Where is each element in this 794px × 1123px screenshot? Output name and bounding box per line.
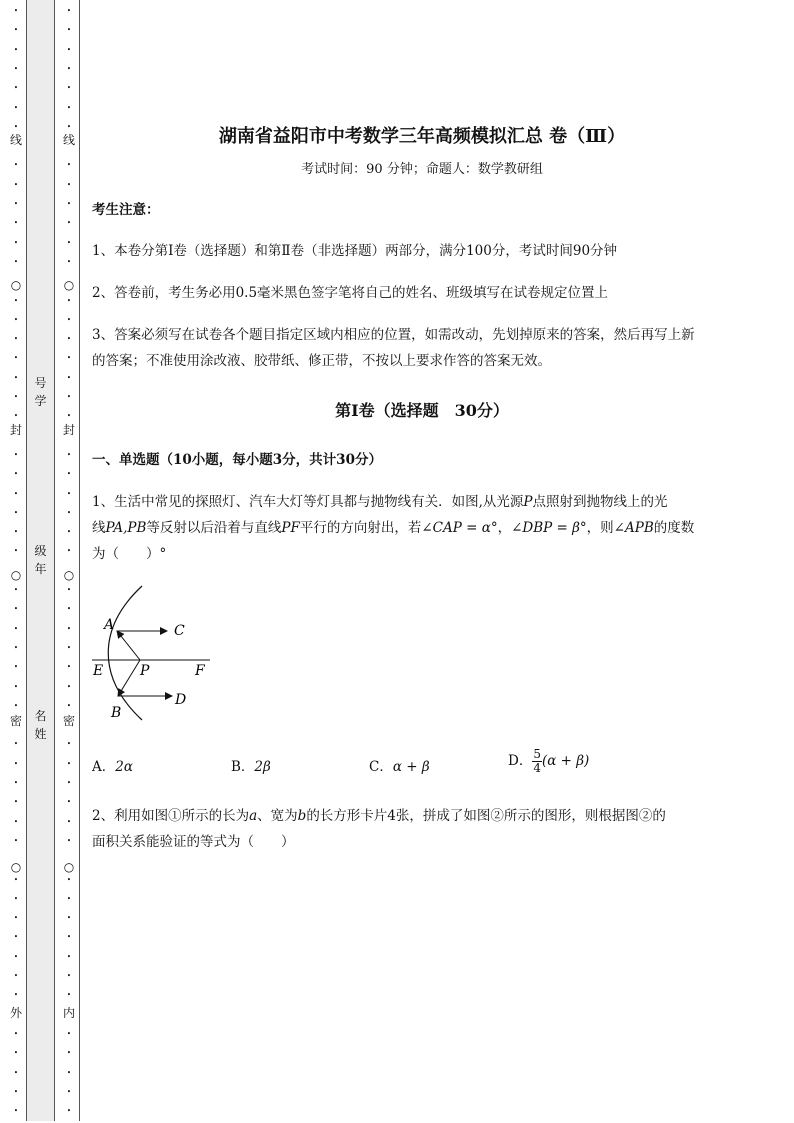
section-single-choice: 一、单选题（10小题，每小题3分，共计30分） xyxy=(92,452,382,468)
field-student-number: 号学 xyxy=(34,376,47,408)
margin-dot: • xyxy=(13,914,19,923)
field-name: 名姓 xyxy=(34,709,47,741)
margin-label-outer-4: 密 xyxy=(9,714,22,728)
margin-label-inner-6: 内 xyxy=(62,1006,75,1020)
margin-dot: • xyxy=(66,354,72,363)
margin-dot: • xyxy=(13,991,19,1000)
margin-dot: • xyxy=(13,1029,19,1038)
margin-dot: • xyxy=(13,759,19,768)
margin-dot: • xyxy=(66,1068,72,1077)
field-grade: 级年 xyxy=(34,544,47,576)
margin-dot: • xyxy=(66,200,72,208)
margin-dot: • xyxy=(13,373,19,382)
margin-dot: • xyxy=(13,1107,19,1116)
notice-item-2: 2、答卷前，考生务必用0.5毫米黑色签字笔将自己的姓名、班级填写在试卷规定位置上 xyxy=(92,285,609,301)
margin-dot: • xyxy=(66,7,72,15)
q2-line-1: 2、利用如图①所示的长为a、宽为b的长方形卡片4张，拼成了如图②所示的图形，则根据图②的 xyxy=(92,808,666,824)
margin-dot: • xyxy=(13,7,19,15)
margin-dot: • xyxy=(13,798,19,807)
q1-line-1: 1、生活中常见的探照灯、汽车大灯等灯具都与抛物线有关．如图,从光源P点照射到抛物线上的光 xyxy=(92,494,668,510)
margin-dot: • xyxy=(66,663,72,672)
margin-dot: • xyxy=(13,122,19,131)
margin-dot: • xyxy=(66,103,72,112)
margin-dot: • xyxy=(66,991,72,1000)
margin-dot: • xyxy=(66,450,72,459)
margin-dot: • xyxy=(66,952,72,961)
margin-dot: • xyxy=(13,972,19,980)
q1-option-d[interactable]: D． $\frac{5}{4}$ (α + β) xyxy=(508,747,590,775)
margin-dot: • xyxy=(66,26,72,35)
margin-dot: • xyxy=(13,528,19,537)
margin-dot: • xyxy=(66,933,72,942)
margin-dot: • xyxy=(66,759,72,768)
label-E: E xyxy=(93,663,104,679)
margin-dot: • xyxy=(13,643,19,652)
parabola-curve xyxy=(108,586,142,720)
margin-dot: • xyxy=(13,335,19,344)
margin-dot: • xyxy=(66,489,72,498)
notice-item-3-cont: 的答案；不准使用涂改液、胶带纸、修正带，不按以上要求作答的答案无效。 xyxy=(92,353,551,369)
label-C: C xyxy=(174,623,185,639)
margin-dot: • xyxy=(13,779,19,787)
margin-dot: • xyxy=(13,257,19,266)
margin-label-outer-3: ○ xyxy=(10,568,22,582)
margin-dot: • xyxy=(66,701,72,710)
notice-item-3: 3、答案必须写在试卷各个题目指定区域内相应的位置，如需改动，先划掉原来的答案，然后再写上新 xyxy=(92,327,695,343)
q1-option-c[interactable]: C．α + β xyxy=(369,759,430,775)
margin-dot: • xyxy=(13,219,19,228)
margin-dot: • xyxy=(66,64,72,73)
margin-dot: • xyxy=(66,914,72,923)
margin-dot: • xyxy=(13,875,19,884)
margin-dot: • xyxy=(13,624,19,633)
margin-dot: • xyxy=(13,393,19,401)
margin-dot: • xyxy=(66,180,72,189)
margin-dot: • xyxy=(66,836,72,845)
margin-dot: • xyxy=(13,412,19,421)
margin-label-inner-2: 封 xyxy=(62,423,75,437)
q1-option-b[interactable]: B．2β xyxy=(231,759,271,775)
margin-dot: • xyxy=(66,45,72,54)
margin-dot: • xyxy=(13,489,19,498)
margin-dot: • xyxy=(13,1068,19,1077)
q1-parabola-figure xyxy=(92,578,222,728)
margin-border-line xyxy=(79,0,80,1121)
margin-dot: • xyxy=(13,296,19,305)
margin-dot: • xyxy=(13,663,19,672)
margin-dot: • xyxy=(66,335,72,344)
ray-PB xyxy=(118,660,140,696)
q1-line-3: 为（ ）° xyxy=(92,546,167,562)
exam-title: 湖南省益阳市中考数学三年高频模拟汇总 卷（Ⅲ） xyxy=(218,126,626,147)
margin-dot: • xyxy=(66,740,72,749)
margin-dot: • xyxy=(66,84,72,93)
margin-dot: • xyxy=(13,161,19,170)
margin-dot: • xyxy=(66,682,72,691)
margin-dot: • xyxy=(66,315,72,324)
margin-dot: • xyxy=(66,373,72,382)
margin-dot: • xyxy=(66,817,72,826)
margin-dot: • xyxy=(13,180,19,189)
margin-dot: • xyxy=(13,605,19,614)
margin-dot: • xyxy=(13,354,19,363)
q1-line-2: 线PA,PB等反射以后沿着与直线PF平行的方向射出，若∠CAP = α°，∠DBP = β°，则∠APB的度数 xyxy=(92,520,695,536)
margin-dot: • xyxy=(66,643,72,652)
margin-dot: • xyxy=(66,894,72,903)
margin-dot: • xyxy=(66,393,72,401)
margin-dot: • xyxy=(13,64,19,73)
margin-dot: • xyxy=(66,412,72,421)
margin-dot: • xyxy=(66,779,72,787)
outer-dotted-line xyxy=(9,0,23,1123)
margin-dot: • xyxy=(13,315,19,324)
margin-dot: • xyxy=(66,122,72,131)
margin-label-inner-3: ○ xyxy=(63,568,75,582)
margin-label-inner-5: ○ xyxy=(63,860,75,874)
margin-dot: • xyxy=(66,605,72,614)
margin-label-outer-0: 线 xyxy=(9,133,22,147)
label-D: D xyxy=(175,692,187,708)
margin-label-outer-6: 外 xyxy=(9,1006,22,1020)
margin-dot: • xyxy=(66,1049,72,1058)
margin-dot: • xyxy=(13,26,19,35)
exam-subtitle: 考试时间：90 分钟；命题人：数学教研组 xyxy=(301,162,543,177)
margin-dot: • xyxy=(66,470,72,479)
margin-label-outer-5: ○ xyxy=(10,860,22,874)
ray-PA xyxy=(117,631,140,660)
q1-option-a[interactable]: A．2α xyxy=(92,759,133,775)
student-info-strip xyxy=(26,0,55,1121)
margin-dot: • xyxy=(13,450,19,459)
margin-dot: • xyxy=(13,200,19,208)
label-F: F xyxy=(195,663,205,679)
margin-dot: • xyxy=(13,740,19,749)
margin-dot: • xyxy=(66,161,72,170)
margin-dot: • xyxy=(13,701,19,710)
label-P: P xyxy=(140,663,150,679)
margin-dot: • xyxy=(13,238,19,247)
margin-dot: • xyxy=(13,103,19,112)
margin-dot: • xyxy=(66,238,72,247)
margin-dot: • xyxy=(13,45,19,54)
notice-heading: 考生注意： xyxy=(92,202,160,218)
margin-dot: • xyxy=(13,470,19,479)
margin-dot: • xyxy=(13,682,19,691)
margin-label-outer-1: ○ xyxy=(10,278,22,292)
margin-dot: • xyxy=(66,1029,72,1038)
margin-dot: • xyxy=(13,84,19,93)
margin-dot: • xyxy=(66,972,72,980)
margin-dot: • xyxy=(13,836,19,845)
margin-dot: • xyxy=(66,1107,72,1116)
margin-label-inner-4: 密 xyxy=(62,714,75,728)
q2-line-2: 面积关系能验证的等式为（ ） xyxy=(92,834,295,850)
margin-dot: • xyxy=(13,933,19,942)
margin-dot: • xyxy=(66,528,72,537)
margin-dot: • xyxy=(66,875,72,884)
margin-label-inner-1: ○ xyxy=(63,278,75,292)
margin-dot: • xyxy=(66,508,72,517)
margin-dot: • xyxy=(13,508,19,517)
notice-item-1: 1、本卷分第Ⅰ卷（选择题）和第Ⅱ卷（非选择题）两部分，满分100分，考试时间90分钟 xyxy=(92,243,618,259)
margin-dot: • xyxy=(13,586,19,594)
margin-dot: • xyxy=(66,1087,72,1096)
margin-dot: • xyxy=(66,547,72,556)
margin-dot: • xyxy=(66,586,72,594)
margin-dot: • xyxy=(13,952,19,961)
label-A: A xyxy=(104,617,115,633)
margin-label-inner-0: 线 xyxy=(62,133,75,147)
margin-dot: • xyxy=(13,547,19,556)
margin-dot: • xyxy=(13,894,19,903)
inner-dotted-line xyxy=(62,0,76,1123)
margin-dot: • xyxy=(66,257,72,266)
margin-dot: • xyxy=(66,219,72,228)
margin-dot: • xyxy=(13,817,19,826)
margin-dot: • xyxy=(66,624,72,633)
margin-dot: • xyxy=(13,1087,19,1096)
margin-dot: • xyxy=(13,1049,19,1058)
part1-heading: 第Ⅰ卷（选择题 30分） xyxy=(335,401,509,420)
margin-dot: • xyxy=(66,798,72,807)
margin-dot: • xyxy=(66,296,72,305)
margin-label-outer-2: 封 xyxy=(9,423,22,437)
label-B: B xyxy=(111,705,122,721)
